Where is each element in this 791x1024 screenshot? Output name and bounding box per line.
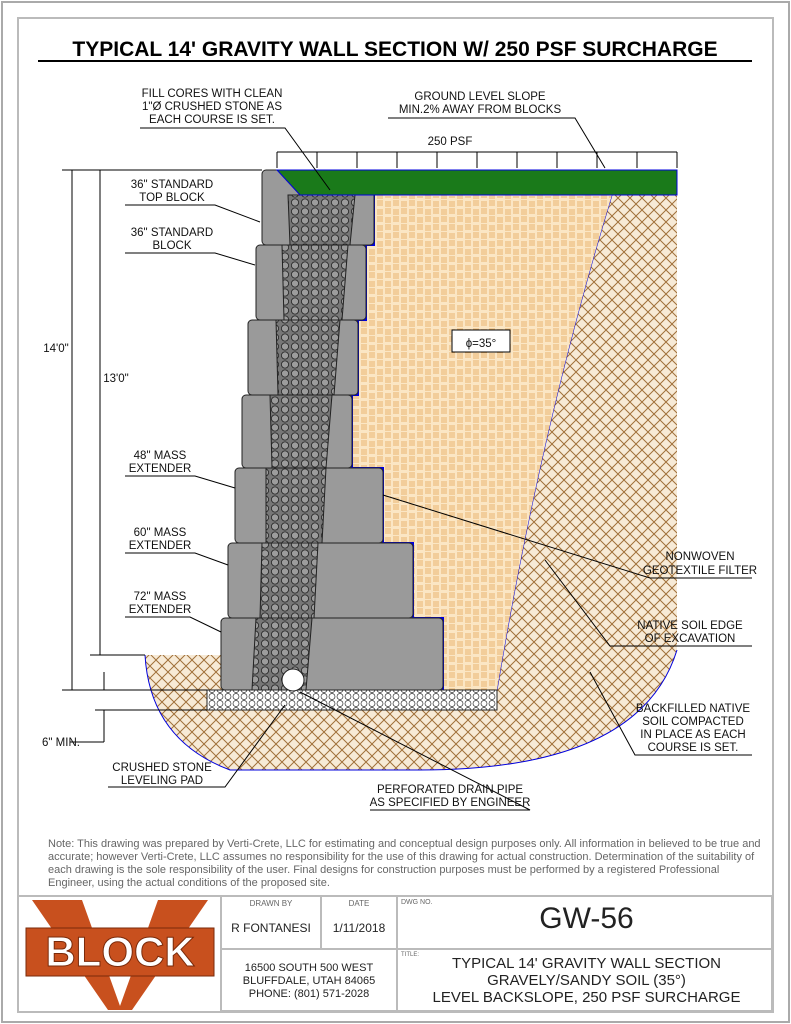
dim-exposed-height: 13'0": [103, 373, 129, 385]
drain-pipe-label: PERFORATED DRAIN PIPE AS SPECIFIED BY ENGINEER: [369, 784, 531, 809]
mass-extender-60-label: 60" MASS EXTENDER: [128, 527, 192, 552]
leveling-pad: [207, 690, 497, 710]
drain-pipe: [282, 669, 304, 691]
mass-extender-72-label: 72" MASS EXTENDER: [128, 591, 192, 616]
ground-slope-note: GROUND LEVEL SLOPE MIN.2% AWAY FROM BLOCKS: [398, 91, 562, 116]
surcharge-label: 250 PSF: [427, 136, 473, 148]
standard-block-label: 36" STANDARD BLOCK: [130, 227, 214, 252]
drawn-by-label: DRAWN BY: [249, 899, 293, 908]
geotextile-label: NONWOVEN GEOTEXTILE FILTER: [642, 551, 758, 577]
title-label: TITLE:: [401, 952, 420, 958]
date-value: 1/11/2018: [332, 921, 386, 935]
verti-block-logo: VERTI BLOCK: [22, 898, 218, 1010]
company-address: 16500 SOUTH 500 WEST BLUFFDALE, UTAH 84065 PHONE: (801) 571-2028: [242, 962, 376, 1000]
top-block-label: 36" STANDARD TOP BLOCK: [130, 179, 214, 204]
native-edge-label: NATIVE SOIL EDGE OF EXCAVATION: [637, 620, 743, 645]
dim-embedment: 6" MIN.: [42, 737, 80, 749]
surcharge-arrows: [277, 152, 677, 168]
date-label: DATE: [348, 899, 370, 908]
dwg-no-value: GW-56: [539, 902, 634, 935]
backfill-label: BACKFILLED NATIVE SOIL COMPACTED IN PLACE AS EACH COURSE IS SET.: [635, 703, 751, 754]
drawn-by-value: R FONTANESI: [231, 921, 311, 935]
dwg-no-label: DWG NO.: [401, 899, 433, 906]
mass-extender-48-label: 48" MASS EXTENDER: [128, 450, 192, 475]
disclaimer-note: Note: This drawing was prepared by Verti-Crete, LLC for estimating and conceptual design purposes only. All information in believed to be true and accurate; however Verti-Crete, LLC assumes no responsibility for the use of this drawing for actual construction. Determination of the suitability of each drawing is the sole responsibility of the user. Final designs for construction purposes must be performed by a registered Professional Engineer, using the actual conditions of the proposed site.: [48, 838, 761, 889]
friction-angle-label: ϕ=35°: [465, 338, 497, 350]
dim-total-height: 14'0": [43, 343, 69, 355]
drawing-title: TYPICAL 14' GRAVITY WALL SECTION W/ 250 PSF SURCHARGE: [72, 38, 718, 61]
ground-surface: [277, 170, 677, 195]
drawing-title-lines: TYPICAL 14' GRAVITY WALL SECTION GRAVELY/SANDY SOIL (35°) LEVEL BACKSLOPE, 250 PSF SURCHARGE: [432, 955, 741, 1006]
leveling-pad-label: CRUSHED STONE LEVELING PAD: [112, 762, 212, 787]
fill-cores-note: FILL CORES WITH CLEAN 1"Ø CRUSHED STONE AS EACH COURSE IS SET.: [141, 88, 283, 126]
